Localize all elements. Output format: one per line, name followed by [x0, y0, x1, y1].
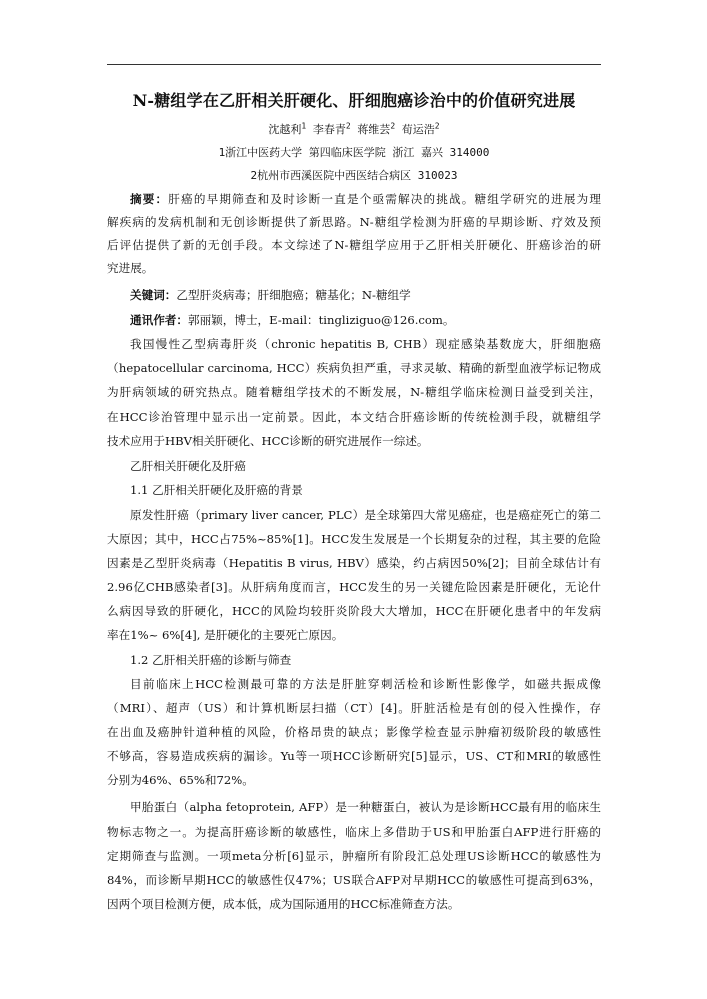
body-line: 大原因；其中，HCC占75%~85%[1]。HCC发生发展是一个长期复杂的过程，其主要的危险: [107, 532, 601, 546]
abstract-label: 摘要：: [130, 192, 169, 206]
keywords-text: 乙型肝炎病毒；肝细胞癌；糖基化；N-糖组学: [176, 288, 411, 302]
author-affiliation-mark: 2: [390, 121, 396, 131]
body-line: 不够高，容易造成疾病的漏诊。Yu等一项HCC诊断研究[5]显示，US、CT和MRI的敏感性: [107, 749, 601, 763]
author-name: 荀运浩: [401, 123, 435, 136]
body-line: 目前临床上HCC检测最可靠的方法是肝脏穿刺活检和诊断性影像学，如磁共振成像: [130, 677, 601, 691]
body-line: 原发性肝癌（primary liver cancer, PLC）是全球第四大常见癌症，也是癌症死亡的第二: [130, 508, 601, 522]
body-line: 物标志物之一。为提高肝癌诊断的敏感性，临床上多借助于US和甲胎蛋白AFP进行肝癌的: [107, 825, 601, 839]
body-line: 在出血及癌肿针道种植的风险，价格昂贵的缺点；影像学检查显示肿瘤初级阶段的敏感性: [107, 725, 601, 739]
section-heading: 乙肝相关肝硬化及肝癌: [130, 459, 246, 473]
body-line: 因两个项目检测方便，成本低，成为国际通用的HCC标准筛查方法。: [107, 897, 460, 911]
author-affiliation-mark: 1: [301, 121, 307, 131]
paper-title: N-糖组学在乙肝相关肝硬化、肝细胞癌诊治中的价值研究进展: [132, 91, 576, 110]
author-affiliation-mark: 2: [434, 121, 440, 131]
author-list: [107, 121, 601, 137]
abstract-line: 解疾病的发病机制和无创诊断提供了新思路。N-糖组学检测为肝癌的早期诊断、疗效及预: [107, 215, 601, 229]
body-line: 分别为46%、65%和72%。: [107, 773, 254, 787]
body-line: 率在1%~ 6%[4], 是肝硬化的主要死亡原因。: [107, 628, 344, 642]
affiliation-2: 2杭州市西溪医院中西医结合病区 310023: [250, 169, 458, 182]
body-line: 我国慢性乙型病毒肝炎（chronic hepatitis B, CHB）现症感染基数庞大，肝细胞癌: [130, 337, 601, 351]
subsection-heading: 1.1 乙肝相关肝硬化及肝癌的背景: [130, 483, 303, 497]
abstract-line: [130, 190, 601, 208]
body-line: 因素是乙型肝炎病毒（Hepatitis B virus, HBV）感染，约占病因50%[2]；目前全球估计有: [107, 556, 601, 570]
corresponding-author-label: 通讯作者：: [130, 313, 188, 327]
header-rule: [107, 64, 601, 65]
body-line: 2.96亿CHB感染者[3]。从肝病角度而言，HCC发生的另一关键危险因素是肝硬化，无论什: [107, 580, 601, 594]
body-line: （hepatocellular carcinoma, HCC）疾病负担严重，寻求灵敏、精确的新型血液学标记物成: [107, 361, 601, 375]
body-line: 为肝病领域的研究热点。随着糖组学技术的不断发展，N-糖组学临床检测日益受到关注，: [107, 385, 601, 399]
subsection-heading: 1.2 乙肝相关肝癌的诊断与筛查: [130, 653, 292, 667]
author-name: 蒋维芸: [357, 123, 391, 136]
keywords-line: [130, 286, 601, 304]
corresponding-author-line: [130, 311, 601, 329]
author-affiliation-mark: 2: [345, 121, 351, 131]
affiliation-1: 1浙江中医药大学 第四临床医学院 浙江 嘉兴 314000: [218, 146, 490, 159]
abstract-text: 肝癌的早期筛查和及时诊断一直是个亟需解决的挑战。糖组学研究的进展为理: [168, 192, 601, 206]
keywords-label: 关键词：: [130, 288, 177, 302]
author-name: 沈越利: [268, 123, 302, 136]
body-line: 么病因导致的肝硬化，HCC的风险均较肝炎阶段大大增加，HCC在肝硬化患者中的年发病: [107, 604, 601, 618]
body-line: 甲胎蛋白（alpha fetoprotein, AFP）是一种糖蛋白，被认为是诊断HCC最有用的临床生: [130, 800, 601, 814]
body-line: 定期筛查与监测。一项meta分析[6]显示，肿瘤所有阶段汇总处理US诊断HCC的敏感性为: [107, 849, 601, 863]
body-line: 84%，而诊断早期HCC的敏感性仅47%；US联合AFP对早期HCC的敏感性可提高到63%，: [107, 873, 601, 887]
body-line: （MRI）、超声（US）和计算机断层扫描（CT）[4]。肝脏活检是有创的侵入性操作，存: [107, 701, 601, 715]
author-name: 李春青: [312, 123, 346, 136]
abstract-line: 究进展。: [107, 261, 154, 275]
body-line: 技术应用于HBV相关肝硬化、HCC诊断的研究进展作一综述。: [107, 434, 429, 448]
body-line: 在HCC诊治管理中显示出一定前景。因此，本文结合肝癌诊断的传统检测手段，就糖组学: [107, 410, 601, 424]
corresponding-author-text: 郭丽颖，博士，E-mail：tingliziguo@126.com。: [187, 313, 455, 327]
abstract-line: 后评估提供了新的无创手段。本文综述了N-糖组学应用于乙肝相关肝硬化、肝癌诊治的研: [107, 238, 601, 252]
